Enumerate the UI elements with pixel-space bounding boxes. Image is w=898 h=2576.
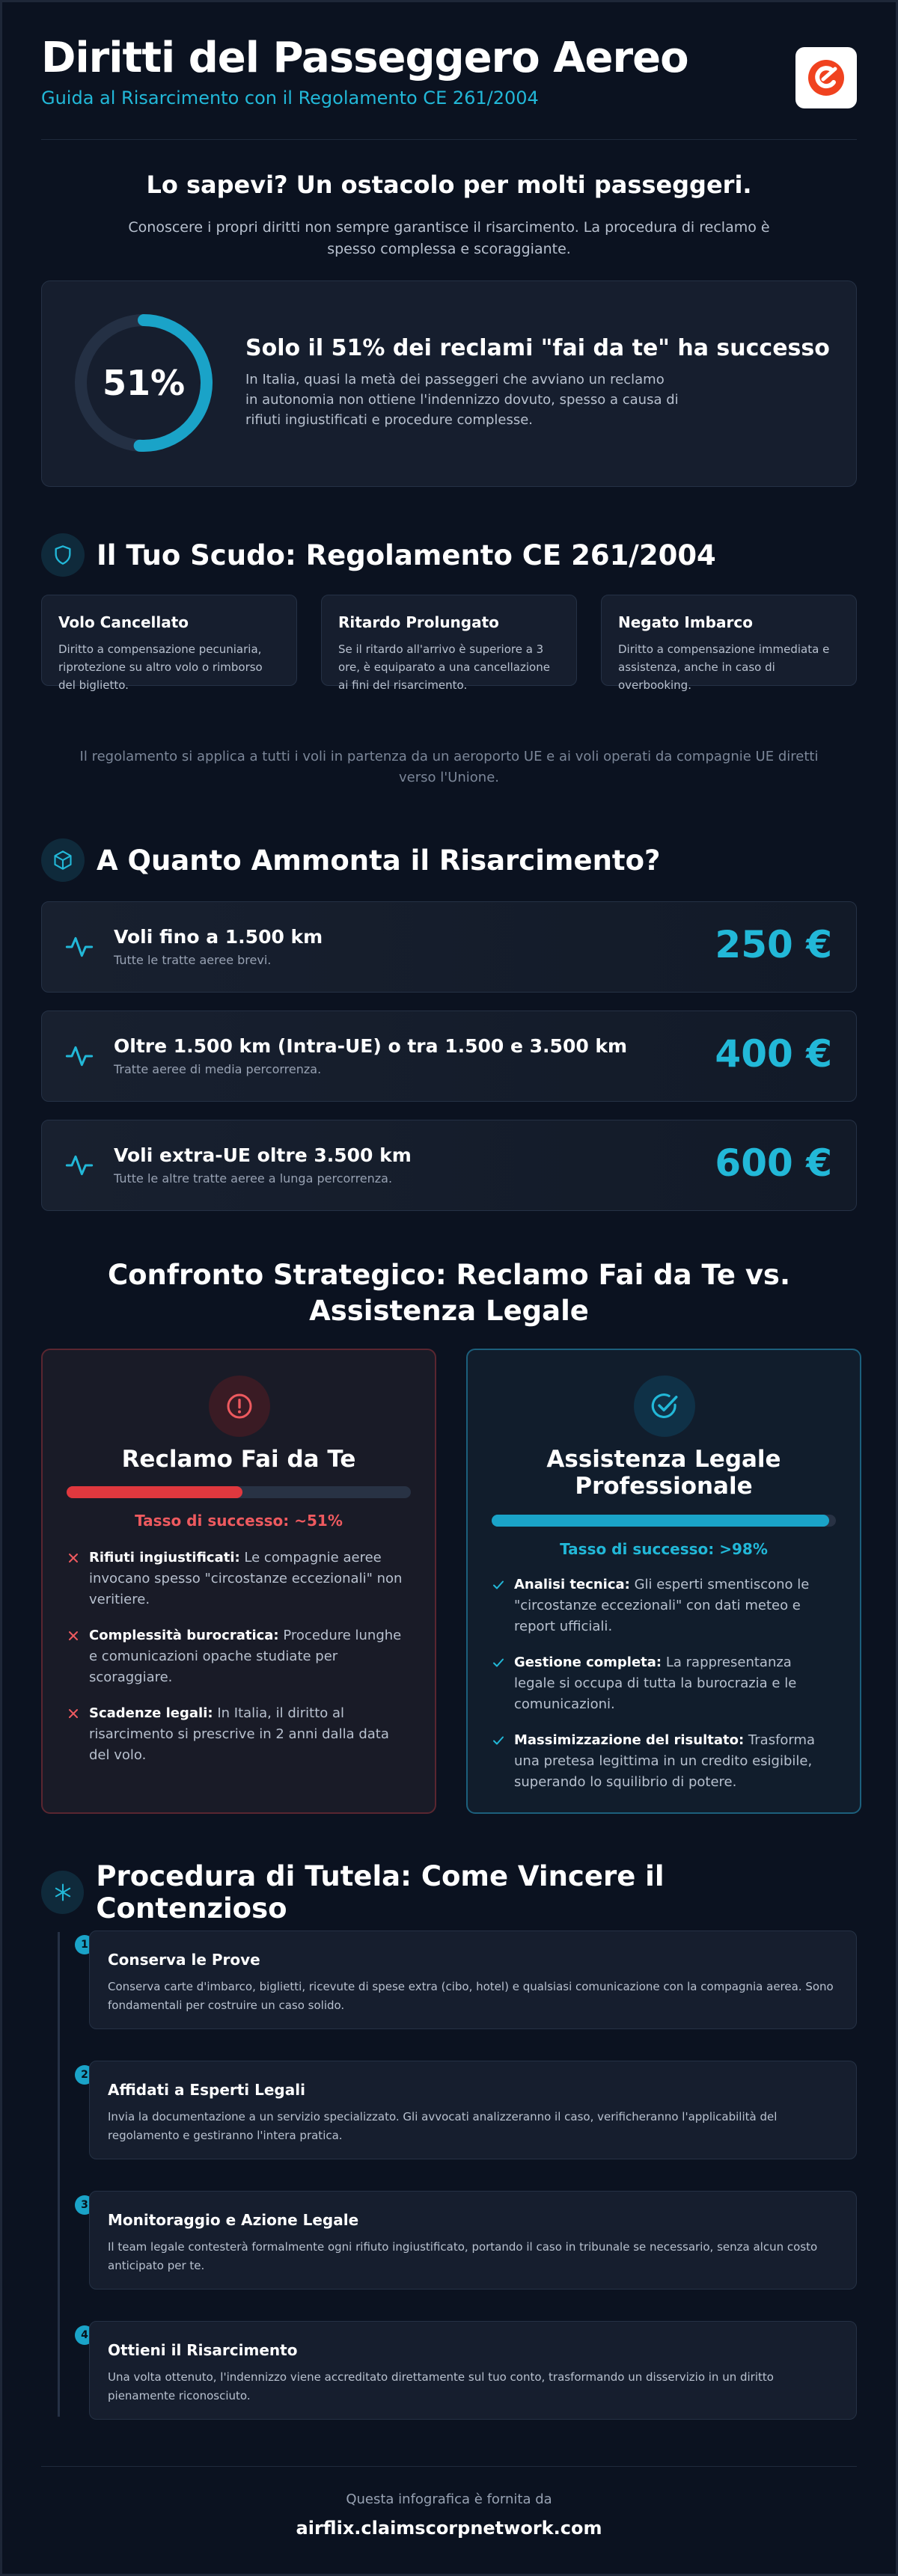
comparison-title: Confronto Strategico: Reclamo Fai da Te vs. Assistenza Legale bbox=[107, 1259, 791, 1327]
legal-point bbox=[492, 1730, 836, 1793]
footer-divider bbox=[41, 2466, 857, 2467]
x-icon bbox=[67, 1707, 80, 1720]
x-icon bbox=[67, 1629, 80, 1643]
card-ritardo-prolungato bbox=[321, 595, 577, 692]
check-icon bbox=[492, 1578, 505, 1592]
alert-circle-icon bbox=[209, 1376, 270, 1437]
point-bold: Complessità burocratica: bbox=[89, 1628, 279, 1643]
card-title: Ritardo Prolungato bbox=[338, 613, 499, 631]
footer-attribution: Questa infografica è fornita da bbox=[346, 2491, 552, 2507]
step-title: Ottieni il Risarcimento bbox=[108, 2341, 298, 2359]
point-text: Procedure lunghe e comunicazioni opache studiate per scoraggiare. bbox=[89, 1628, 402, 1685]
step-text: Il team legale contesterà formalmente ogni rifiuto ingiustificato, portando il caso in tribunale se necessario, senza alcun costo anticipato per te. bbox=[108, 2240, 818, 2272]
amount-desc: Tratte aeree di media percorrenza. bbox=[114, 1062, 322, 1076]
diy-success-bar bbox=[67, 1486, 411, 1498]
footer-site-link[interactable]: airflix.claimscorpnetwork.com bbox=[296, 2518, 602, 2539]
intro-text: Conoscere i propri diritti non sempre garantisce il risarcimento. La procedura di reclamo è spesso complessa e scoraggiante. bbox=[128, 219, 770, 257]
diy-point bbox=[67, 1548, 411, 1610]
header bbox=[41, 32, 857, 144]
section-title: Il Tuo Scudo: Regolamento CE 261/2004 bbox=[97, 539, 716, 571]
procedure-header bbox=[41, 1860, 857, 1925]
legal-point bbox=[492, 1574, 836, 1637]
stat-card bbox=[41, 280, 857, 487]
step-title: Conserva le Prove bbox=[108, 1951, 260, 1969]
point-bold: Scadenze legali: bbox=[89, 1705, 213, 1721]
amount-row bbox=[41, 901, 857, 993]
step-number: 4 bbox=[75, 2325, 94, 2345]
pulse-icon bbox=[64, 932, 94, 962]
intro-title: Lo sapevi? Un ostacolo per molti passeggeri. bbox=[146, 171, 752, 199]
section-title: Procedura di Tutela: Come Vincere il Contenzioso bbox=[96, 1860, 665, 1925]
amount-value: 250 € bbox=[715, 923, 832, 966]
page-title: Diritti del Passeggero Aereo bbox=[41, 34, 688, 82]
diy-points bbox=[67, 1548, 411, 1781]
logo-icon bbox=[805, 57, 847, 99]
point-bold: Massimizzazione del risultato: bbox=[514, 1732, 745, 1748]
card-negato-imbarco bbox=[601, 595, 857, 692]
regulation-note: Il regolamento si applica a tutti i voli in partenza da un aeroporto UE e ai voli operati da compagnie UE diretti verso l'Unione. bbox=[79, 749, 819, 785]
cube-icon bbox=[41, 838, 85, 882]
diy-title: Reclamo Fai da Te bbox=[121, 1446, 356, 1473]
card-text: Se il ritardo all'arrivo è superiore a 3 ore, è equiparato a una cancellazione ai fini del risarcimento. bbox=[338, 643, 550, 692]
check-circle-icon bbox=[634, 1376, 695, 1437]
card-title: Volo Cancellato bbox=[58, 613, 189, 631]
brand-logo[interactable] bbox=[795, 47, 857, 108]
legal-point bbox=[492, 1652, 836, 1715]
point-bold: Analisi tecnica: bbox=[514, 1577, 630, 1592]
legal-assistance-card bbox=[466, 1349, 861, 1814]
step-text: Una volta ottenuto, l'indennizzo viene accreditato direttamente sul tuo conto, trasformando un disservizio in un diritto pienamente riconosciuto. bbox=[108, 2370, 774, 2402]
pulse-icon bbox=[64, 1150, 94, 1180]
step-number: 1 bbox=[75, 1935, 94, 1954]
section-title: A Quanto Ammonta il Risarcimento? bbox=[97, 844, 661, 877]
diy-point bbox=[67, 1703, 411, 1766]
point-text: Trasforma una pretesa legittima in un credito esigibile, superando lo squilibrio di potere. bbox=[514, 1732, 816, 1790]
ring-value: 51% bbox=[102, 363, 186, 403]
point-text: La rappresentanza legale si occupa di tutta la burocrazia e le comunicazioni. bbox=[514, 1655, 797, 1712]
amount-desc: Tutte le tratte aeree brevi. bbox=[114, 953, 272, 967]
x-icon bbox=[67, 1551, 80, 1565]
regulation-header bbox=[41, 533, 857, 577]
procedure-step bbox=[89, 1931, 857, 2029]
stat-title: Solo il 51% dei reclami "fai da te" ha successo bbox=[245, 335, 830, 361]
card-text: Diritto a compensazione pecuniaria, riprotezione su altro volo o rimborso del biglietto. bbox=[58, 643, 263, 692]
card-title: Negato Imbarco bbox=[618, 613, 753, 631]
legal-success-fill bbox=[492, 1515, 829, 1527]
stat-text: In Italia, quasi la metà dei passeggeri che avviano un reclamo in autonomia non ottiene l'indennizzo dovuto, spesso a causa di rifiuti ingiustificati e procedure complesse. bbox=[245, 372, 679, 428]
amount-row bbox=[41, 1120, 857, 1211]
amount-desc: Tutte le altre tratte aeree a lunga percorrenza. bbox=[114, 1171, 393, 1186]
pulse-icon bbox=[64, 1041, 94, 1071]
check-icon bbox=[492, 1656, 505, 1669]
intro-section bbox=[41, 171, 857, 260]
procedure-step bbox=[89, 2191, 857, 2290]
legal-success-bar bbox=[492, 1515, 836, 1527]
legal-success-rate: Tasso di successo: >98% bbox=[560, 1540, 768, 1558]
step-title: Affidati a Esperti Legali bbox=[108, 2081, 305, 2099]
diy-claim-card bbox=[41, 1349, 436, 1814]
amount-title: Voli extra-UE oltre 3.500 km bbox=[114, 1144, 412, 1166]
timeline-line bbox=[58, 1932, 60, 2417]
asterisk-icon bbox=[41, 1871, 84, 1914]
diy-success-fill bbox=[67, 1486, 242, 1498]
step-number: 2 bbox=[75, 2065, 94, 2085]
card-volo-cancellato bbox=[41, 595, 297, 692]
step-text: Invia la documentazione a un servizio specializzato. Gli avvocati analizzeranno il caso, verificheranno l'applicabilità del regolamento e gestiranno l'intera pratica. bbox=[108, 2110, 778, 2142]
point-bold: Gestione completa: bbox=[514, 1655, 662, 1670]
point-text: Gli esperti smentiscono le "circostanze eccezionali" con dati meteo e report ufficiali. bbox=[514, 1577, 810, 1634]
amount-value: 600 € bbox=[715, 1141, 832, 1185]
amount-title: Voli fino a 1.500 km bbox=[114, 926, 323, 948]
header-divider bbox=[41, 139, 857, 140]
amount-row bbox=[41, 1011, 857, 1102]
diy-success-rate: Tasso di successo: ~51% bbox=[135, 1512, 343, 1530]
legal-points bbox=[492, 1574, 836, 1808]
point-text: Le compagnie aeree invocano spesso "circostanze eccezionali" non veritiere. bbox=[89, 1550, 403, 1607]
point-text: In Italia, il diritto al risarcimento si prescrive in 2 anni dalla data del volo. bbox=[89, 1705, 389, 1763]
amounts-header bbox=[41, 838, 857, 882]
regulation-cards bbox=[41, 595, 857, 692]
amount-value: 400 € bbox=[715, 1032, 832, 1076]
point-bold: Rifiuti ingiustificati: bbox=[89, 1550, 240, 1565]
legal-title: Assistenza Legale Professionale bbox=[546, 1446, 781, 1500]
check-icon bbox=[492, 1734, 505, 1747]
amount-title: Oltre 1.500 km (Intra-UE) o tra 1.500 e 3.500 km bbox=[114, 1035, 628, 1057]
procedure-step bbox=[89, 2061, 857, 2159]
page-subtitle: Guida al Risarcimento con il Regolamento CE 261/2004 bbox=[41, 88, 539, 108]
step-text: Conserva carte d'imbarco, biglietti, ricevute di spese extra (cibo, hotel) e qualsiasi comunicazione con la compagnia aerea. Sono fondamentali per costruire un caso solido. bbox=[108, 1980, 834, 2012]
step-number: 3 bbox=[75, 2195, 94, 2215]
diy-point bbox=[67, 1625, 411, 1688]
card-text: Diritto a compensazione immediata e assistenza, anche in caso di overbooking. bbox=[618, 643, 830, 692]
step-title: Monitoraggio e Azione Legale bbox=[108, 2211, 359, 2229]
shield-icon bbox=[41, 533, 85, 577]
footer bbox=[41, 2491, 857, 2539]
procedure-step bbox=[89, 2321, 857, 2420]
